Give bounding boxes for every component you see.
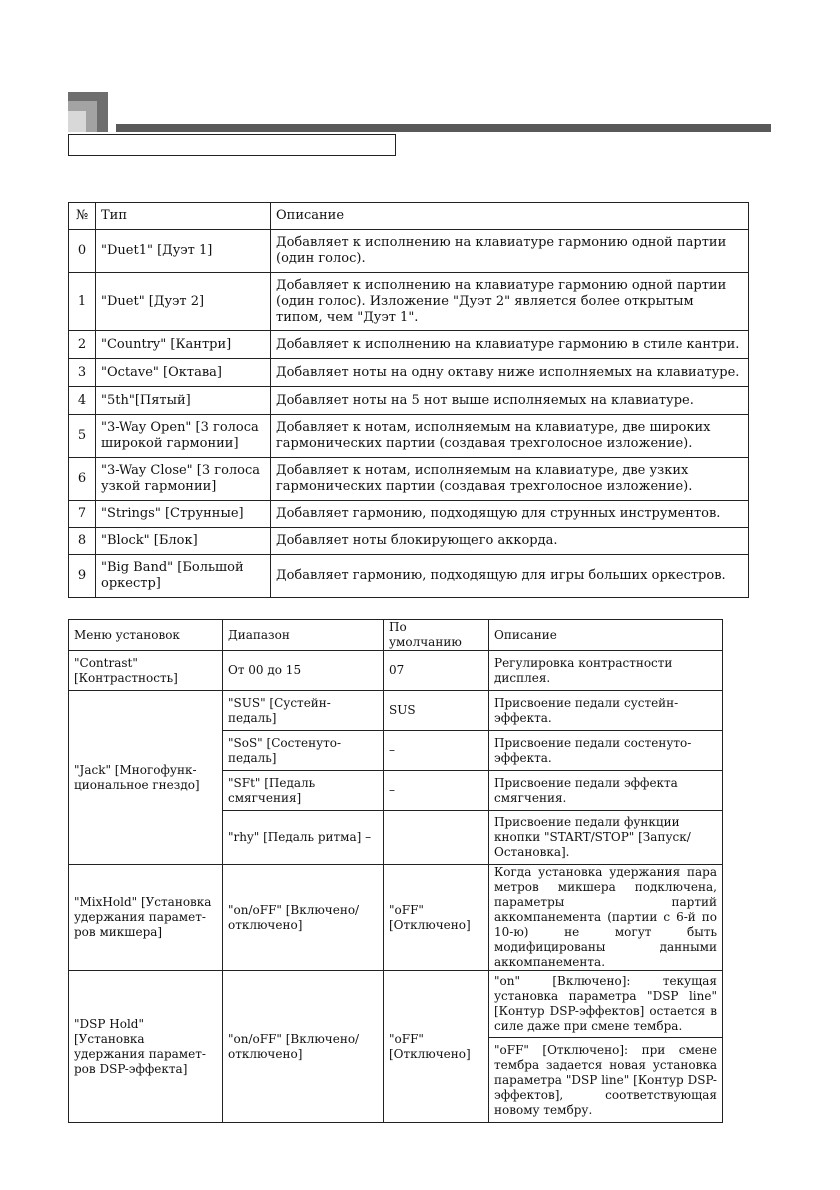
harmony-types-table [68,202,749,598]
table-row [69,501,749,528]
dsphold-menu: "DSP Hold" [Установка удержания парамет-ров DSP-эффекта] [69,971,223,1123]
table-row-mixhold [69,865,723,971]
jack-range: "SoS" [Состенуто-педаль] [223,731,384,771]
table-row-jack [69,691,723,731]
table-row-contrast [69,651,723,691]
row-type: "Duet" [Дуэт 2] [96,273,271,331]
row-desc: Добавляет к нотам, исполняемым на клавиатуре, две узких гармонических партии (создавая трехголосное изложение). [271,458,749,501]
section-title-box [68,134,396,156]
row-desc: Добавляет ноты на одну октаву ниже исполняемых на клавиатуре. [271,359,749,387]
row-num: 9 [69,555,96,598]
jack-desc: Присвоение педали эффекта смягчения. [489,771,723,811]
header-desc: Описание [271,203,749,230]
contrast-default: 07 [384,651,489,691]
jack-range: "SFt" [Педаль смягчения] [223,771,384,811]
header-menu: Меню установок [69,620,223,651]
jack-default: – [384,771,489,811]
table-row [69,415,749,458]
header-rule [116,124,771,132]
row-num: 5 [69,415,96,458]
row-desc: Добавляет гармонию, подходящую для игры больших оркестров. [271,555,749,598]
table-header-row [69,620,723,651]
dsphold-desc-on: "on" [Включено]: текущая установка параметра "DSP line" [Контур DSP-эффектов] остается в силе даже при смене тембра. [489,971,723,1038]
row-desc: Добавляет ноты на 5 нот выше исполняемых на клавиатуре. [271,387,749,415]
dsphold-desc-off: "oFF" [Отключено]: при смене тембра задается новая установка параметра "DSP line" [Контур DSP-эффектов], соответствующая новому тембру. [489,1038,723,1123]
row-num: 4 [69,387,96,415]
row-type: "Country" [Кантри] [96,331,271,359]
row-num: 1 [69,273,96,331]
header-range: Диапазон [223,620,384,651]
dsphold-default: "oFF" [Отключено] [384,971,489,1123]
contrast-desc: Регулировка контрастности дисплея. [489,651,723,691]
table-row [69,359,749,387]
jack-range: "rhy" [Педаль ритма] – [223,811,384,865]
row-type: "Strings" [Струнные] [96,501,271,528]
contrast-menu: "Contrast" [Контрастность] [69,651,223,691]
row-num: 6 [69,458,96,501]
header-desc: Описание [489,620,723,651]
row-type: "Block" [Блок] [96,528,271,555]
jack-default [384,811,489,865]
row-desc: Добавляет к нотам, исполняемым на клавиатуре, две широких гармонических партии (создавая трехголосное изложение). [271,415,749,458]
row-type: "Octave" [Октава] [96,359,271,387]
row-desc: Добавляет ноты блокирующего аккорда. [271,528,749,555]
row-desc: Добавляет к исполнению на клавиатуре гармонию одной партии (один голос). [271,230,749,273]
jack-desc: Присвоение педали состенуто-эффекта. [489,731,723,771]
row-type: "3-Way Close" [3 голоса узкой гармонии] [96,458,271,501]
row-num: 2 [69,331,96,359]
header-num: № [69,203,96,230]
row-desc: Добавляет к исполнению на клавиатуре гармонию одной партии (один голос). Изложение "Дуэт 2" является более открытым типом, чем "Дуэт 1". [271,273,749,331]
jack-desc: Присвоение педали сустейн-эффекта. [489,691,723,731]
table-row [69,273,749,331]
row-desc: Добавляет гармонию, подходящую для струнных инструментов. [271,501,749,528]
settings-menu-table [68,619,723,1123]
row-num: 3 [69,359,96,387]
jack-menu: "Jack" [Многофунк-циональное гнездо] [69,691,223,865]
table-row [69,387,749,415]
mixhold-default: "oFF" [Отключено] [384,865,489,971]
table-row [69,458,749,501]
jack-range: "SUS" [Сустейн-педаль] [223,691,384,731]
dsphold-range: "on/oFF" [Включено/отключено] [223,971,384,1123]
table-row-dsphold [69,971,723,1038]
row-desc: Добавляет к исполнению на клавиатуре гармонию в стиле кантри. [271,331,749,359]
jack-default: SUS [384,691,489,731]
header-type: Тип [96,203,271,230]
header-default: По умолчанию [384,620,489,651]
row-type: "Duet1" [Дуэт 1] [96,230,271,273]
table-row [69,230,749,273]
table-header-row [69,203,749,230]
table-row [69,331,749,359]
mixhold-menu: "MixHold" [Установка удержания парамет-ров микшера] [69,865,223,971]
mixhold-desc: Когда установка удержания пара метров микшера подключена, параметры партий аккомпанемента (партии с 6-й по 10-ю) не могут быть модифицированы данными аккомпанемента. [489,865,723,971]
table-row [69,528,749,555]
header-block-light [68,111,86,132]
contrast-range: От 00 до 15 [223,651,384,691]
jack-default: – [384,731,489,771]
mixhold-range: "on/oFF" [Включено/отключено] [223,865,384,971]
row-num: 8 [69,528,96,555]
row-type: "3-Way Open" [3 голоса широкой гармонии] [96,415,271,458]
row-type: "Big Band" [Большой оркестр] [96,555,271,598]
row-num: 0 [69,230,96,273]
jack-desc: Присвоение педали функции кнопки "START/STOP" [Запуск/Остановка]. [489,811,723,865]
table-row [69,555,749,598]
row-num: 7 [69,501,96,528]
row-type: "5th"[Пятый] [96,387,271,415]
